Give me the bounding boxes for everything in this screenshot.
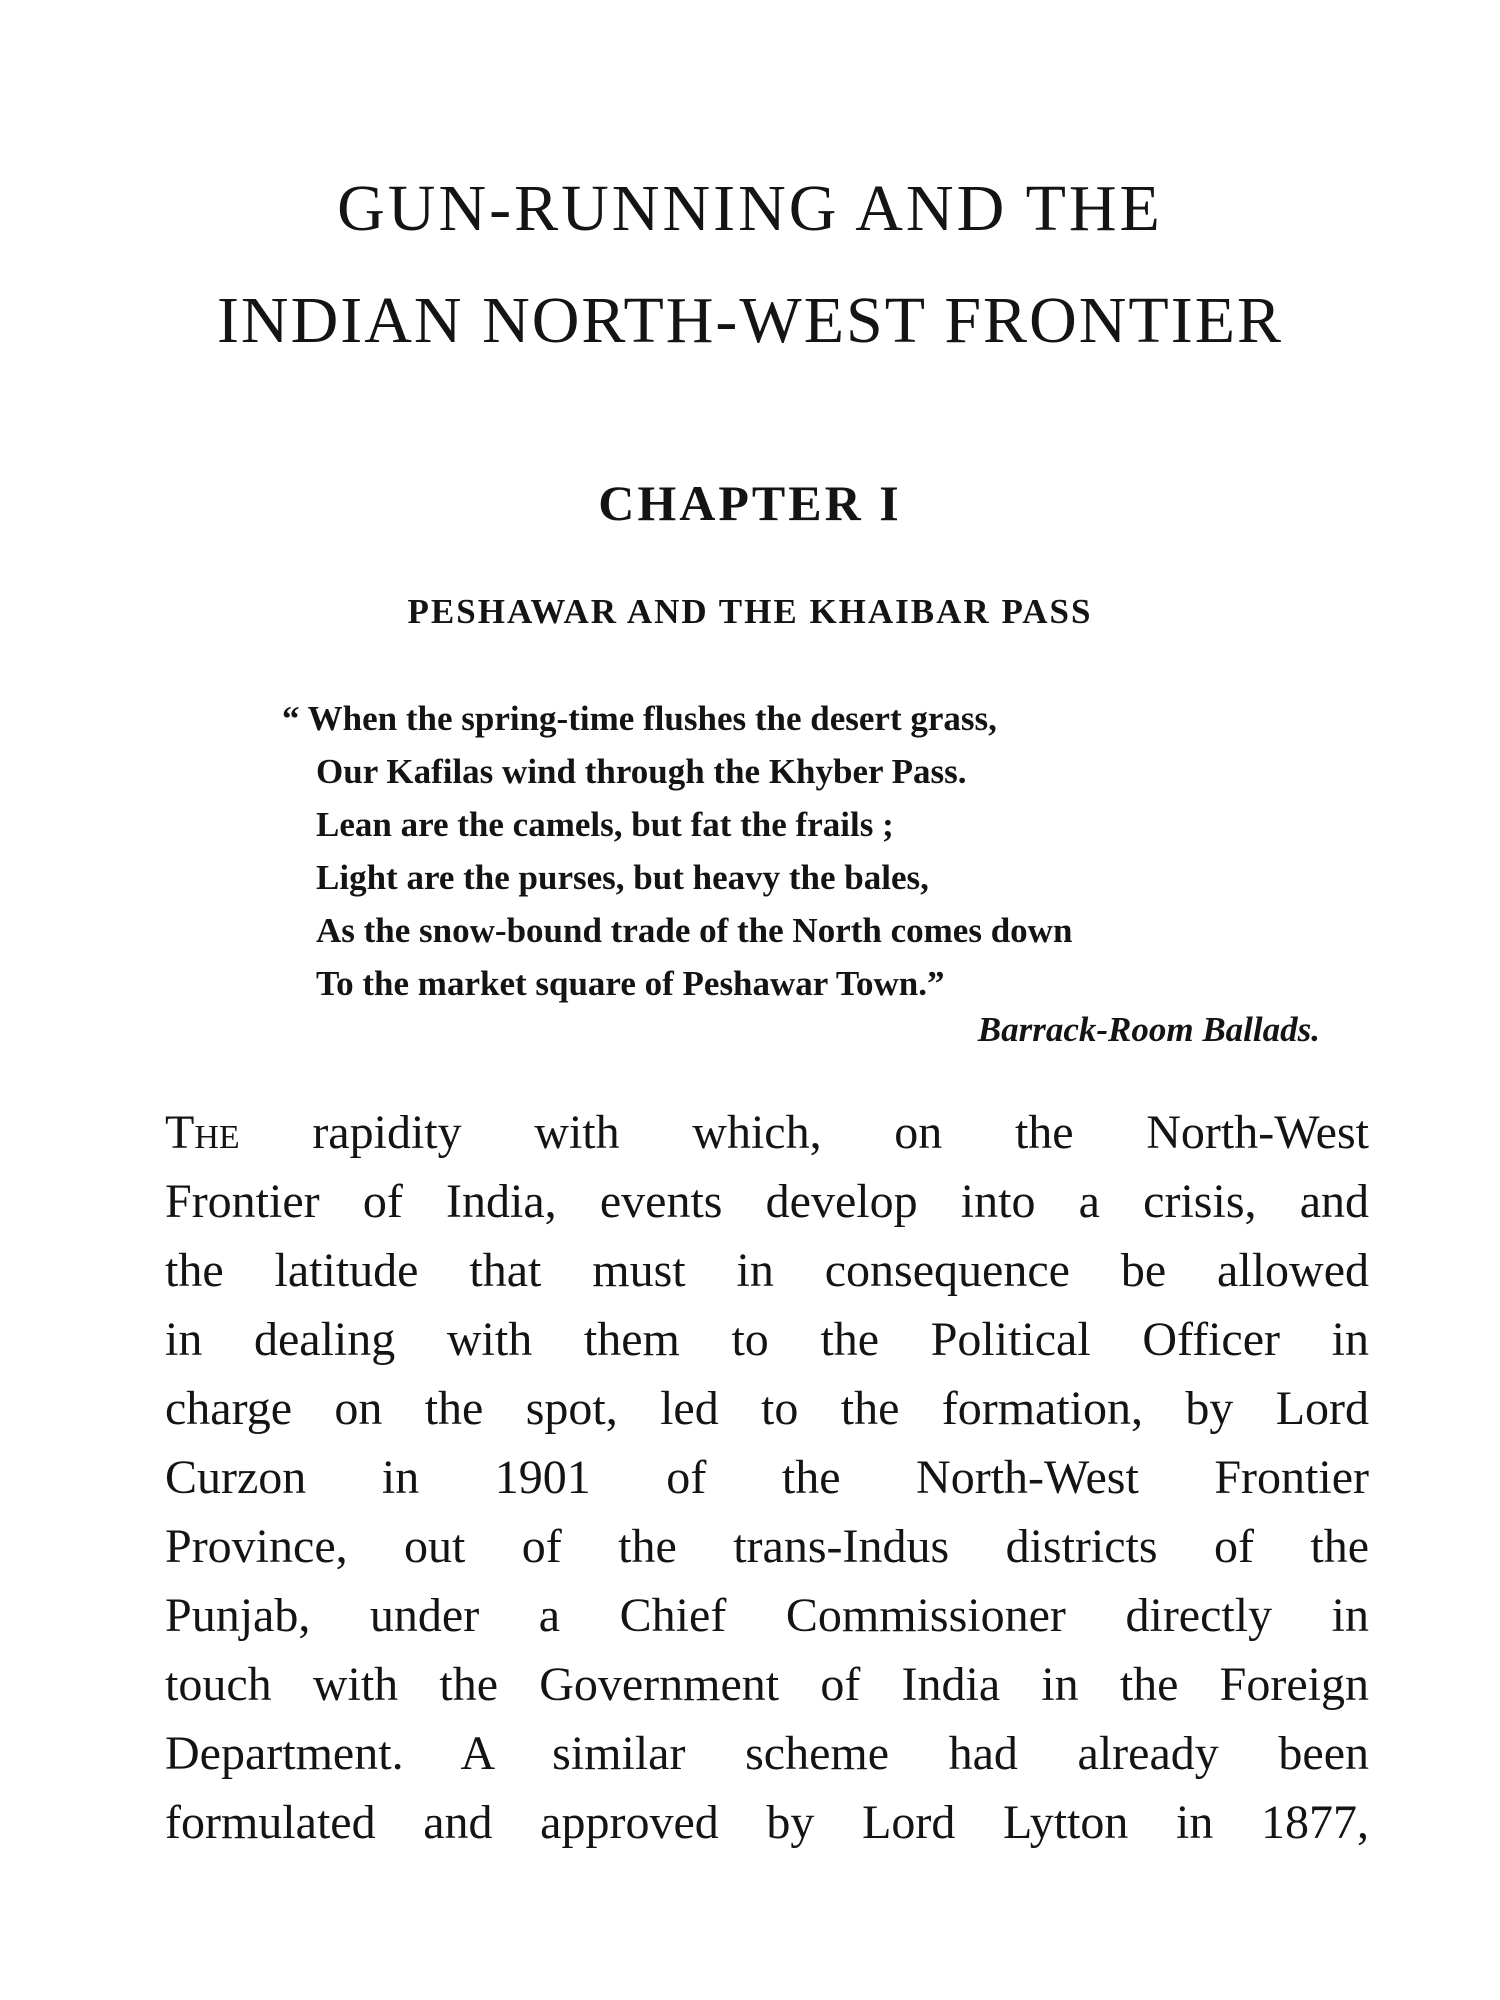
epigraph-line: “ When the spring-time flushes the desert grass, <box>282 699 997 738</box>
chapter-subtitle: PESHAWAR AND THE KHAIBAR PASS <box>407 592 1093 631</box>
book-title-line-2: INDIAN NORTH-WEST FRONTIER <box>216 284 1284 357</box>
epigraph-line: To the market square of Peshawar Town.” <box>316 964 945 1003</box>
body-line: in dealing with them to the Political Officer in <box>165 1313 1369 1366</box>
body-paragraph <box>165 1098 1369 1857</box>
body-line: formulated and approved by Lord Lytton in 1877, <box>165 1796 1369 1849</box>
lead-word: The <box>165 1106 240 1159</box>
epigraph-source: Barrack-Room Ballads. <box>977 1010 1320 1049</box>
epigraph-line: Light are the purses, but heavy the bales, <box>316 858 929 897</box>
chapter-heading: CHAPTER I <box>598 475 902 531</box>
body-line: Department. A similar scheme had already been <box>165 1727 1369 1780</box>
body-line: charge on the spot, led to the formation, by Lord <box>165 1382 1369 1435</box>
body-line: touch with the Government of India in the Foreign <box>165 1658 1369 1711</box>
body-line: the latitude that must in consequence be allowed <box>165 1244 1369 1297</box>
body-line-text: rapidity with which, on the North-West <box>239 1106 1369 1159</box>
body-line: Frontier of India, events develop into a crisis, and <box>165 1175 1369 1228</box>
epigraph-line: Lean are the camels, but fat the frails ; <box>316 805 894 844</box>
epigraph-line: Our Kafilas wind through the Khyber Pass. <box>316 752 967 791</box>
book-title-line-1: GUN-RUNNING AND THE <box>337 172 1163 245</box>
body-line <box>165 1098 1369 1167</box>
body-line: Curzon in 1901 of the North-West Frontier <box>165 1451 1369 1504</box>
epigraph <box>282 692 1356 1010</box>
epigraph-line: As the snow-bound trade of the North comes down <box>316 911 1073 950</box>
body-line: Province, out of the trans-Indus districts of the <box>165 1520 1369 1573</box>
body-line: Punjab, under a Chief Commissioner directly in <box>165 1589 1369 1642</box>
